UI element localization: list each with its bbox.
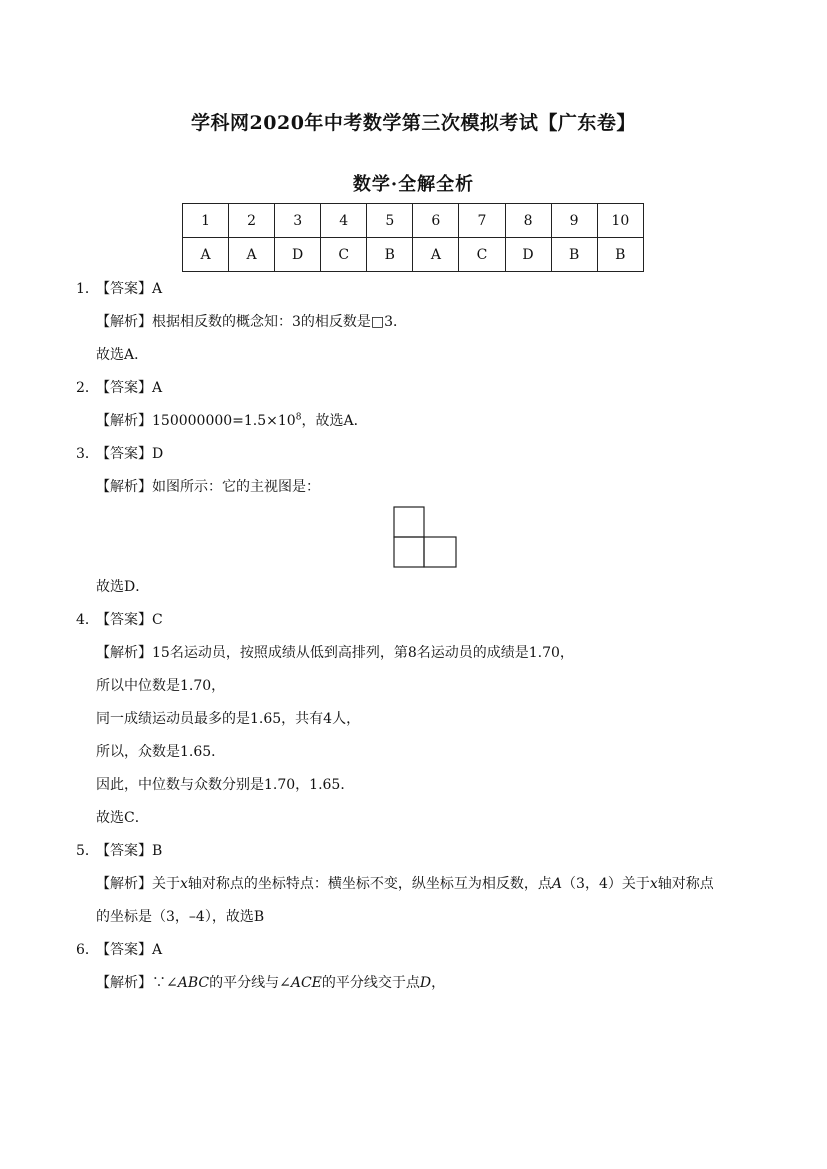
answer-cell: A <box>229 238 275 272</box>
analysis-text: ， <box>431 975 446 991</box>
analysis-line: 【解析】根据相反数的概念知：3的相反数是□3． <box>96 314 408 330</box>
answer-cell: D <box>505 238 551 272</box>
question-number-cell: 9 <box>551 204 597 238</box>
question-number-cell: 2 <box>229 204 275 238</box>
answer-cell: A <box>183 238 229 272</box>
answer-cell: C <box>459 238 505 272</box>
answer-line: 【答案】C <box>96 612 163 628</box>
variable: ABC <box>177 975 210 991</box>
question-number-cell: 6 <box>413 204 459 238</box>
analysis-text: （3，4）关于 <box>562 876 650 892</box>
analysis-line: 的坐标是（3，–4），故选B <box>96 909 265 925</box>
analysis-line: 所以中位数是1.70， <box>96 678 226 694</box>
answer-table-number-row <box>183 204 644 238</box>
analysis-text: ，故选A． <box>301 413 368 429</box>
answer-cell: C <box>321 238 367 272</box>
analysis-text: 的平分线与∠ <box>209 975 291 991</box>
answer-cell: D <box>275 238 321 272</box>
answer-line: 【答案】A <box>96 942 163 958</box>
answer-cell: A <box>413 238 459 272</box>
analysis-line: 【解析】15名运动员，按照成绩从低到高排列，第8名运动员的成绩是1.70， <box>96 645 574 661</box>
item-number: 2． <box>76 380 99 396</box>
item-number: 1． <box>76 281 99 297</box>
analysis-line <box>96 411 368 431</box>
analysis-line: 故选A． <box>96 347 149 363</box>
question-number-cell: 7 <box>459 204 505 238</box>
answer-line: 【答案】D <box>96 446 164 462</box>
variable: D <box>419 975 432 991</box>
item-number: 6． <box>76 942 99 958</box>
figure-bottom-right-square <box>424 537 456 567</box>
variable: ACE <box>290 975 322 991</box>
analysis-text: 轴对称点 <box>657 876 714 892</box>
question-number-cell: 1 <box>183 204 229 238</box>
question-number-cell: 4 <box>321 204 367 238</box>
answer-cell: B <box>597 238 643 272</box>
answer-line: 【答案】A <box>96 380 163 396</box>
document-subtitle: 数学·全解全析 <box>352 174 475 195</box>
variable: x <box>180 876 188 892</box>
variable: A <box>551 876 563 892</box>
answer-line: 【答案】B <box>96 843 163 859</box>
analysis-line: 【解析】如图所示：它的主视图是： <box>96 479 320 495</box>
front-view-figure <box>393 506 457 568</box>
figure-bottom-left-square <box>394 537 424 567</box>
analysis-line <box>96 874 714 894</box>
exponent: 8 <box>295 412 302 423</box>
item-number: 3． <box>76 446 99 462</box>
figure-top-square <box>394 507 424 537</box>
analysis-line: 所以，众数是1.65． <box>96 744 226 760</box>
question-number-cell: 3 <box>275 204 321 238</box>
answer-cell: B <box>367 238 413 272</box>
answer-table <box>182 203 644 272</box>
item-number: 5． <box>76 843 99 859</box>
question-number-cell: 10 <box>597 204 643 238</box>
answer-table-answer-row <box>183 238 644 272</box>
question-number-cell: 8 <box>505 204 551 238</box>
analysis-line: 故选C． <box>96 810 149 826</box>
analysis-text: 【解析】关于 <box>96 876 180 892</box>
analysis-text: 的平分线交于点 <box>321 975 420 991</box>
analysis-line <box>96 973 445 993</box>
analysis-text: 【解析】∵∠ <box>96 975 178 991</box>
analysis-text: 【解析】150000000=1.5×10 <box>96 413 296 429</box>
analysis-line: 同一成绩运动员最多的是1.65，共有4人， <box>96 711 361 727</box>
analysis-text: 轴对称点的坐标特点：横坐标不变，纵坐标互为相反数，点 <box>187 876 552 892</box>
answer-cell: B <box>551 238 597 272</box>
answer-line: 【答案】A <box>96 281 163 297</box>
document-title: 学科网2020年中考数学第三次模拟考试【广东卷】 <box>191 112 636 134</box>
variable: x <box>649 876 658 892</box>
analysis-line: 因此，中位数与众数分别是1.70，1.65． <box>96 777 355 793</box>
question-number-cell: 5 <box>367 204 413 238</box>
item-number: 4． <box>76 612 99 628</box>
analysis-line: 故选D． <box>96 579 150 595</box>
